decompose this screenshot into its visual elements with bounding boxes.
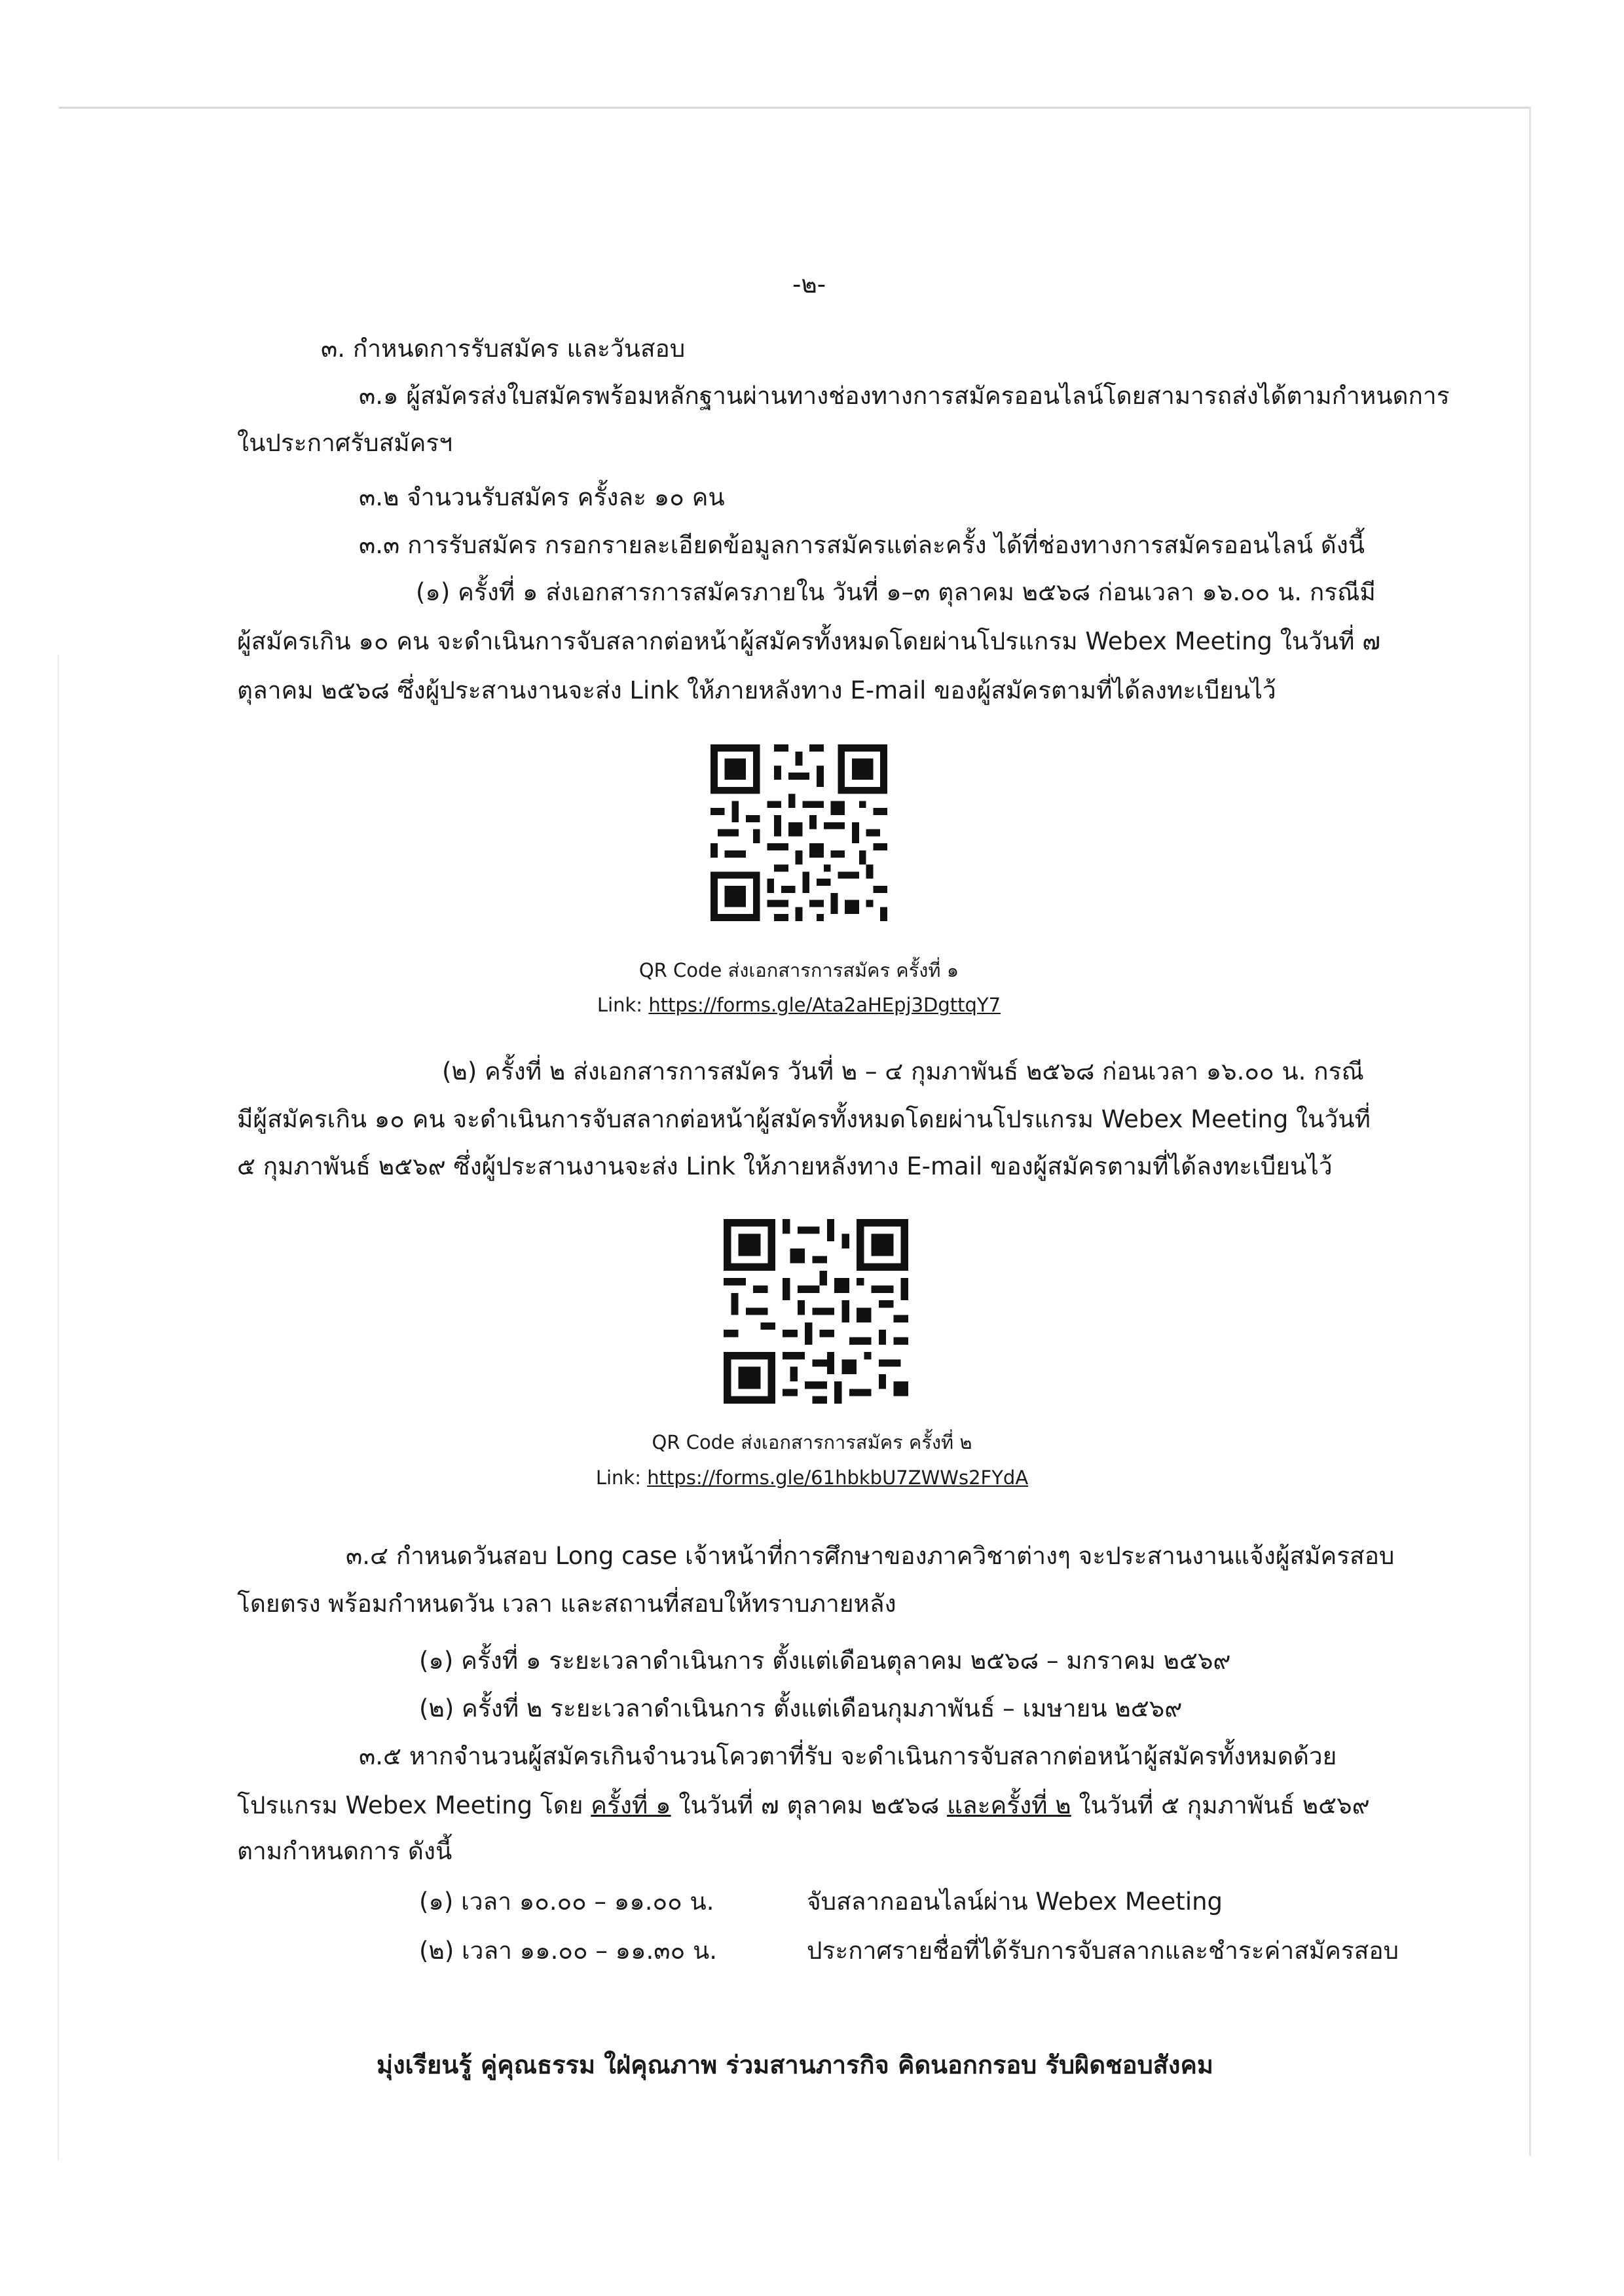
schedule-activity-2: ประกาศรายชื่อที่ได้รับการจับสลากและชำระค่าสมัครสอบ bbox=[807, 1937, 1399, 1965]
round-2-line-3: ๕ กุมภาพันธ์ ๒๕๖๙ ซึ่งผู้ประสานงานจะส่ง Link ให้ภายหลังทาง E-mail ของผู้สมัครตามที่ได้ลงทะเบียนไว้ bbox=[237, 1152, 1333, 1180]
qr-2-link-row bbox=[550, 1465, 1074, 1491]
qr-1-link-row bbox=[537, 992, 1061, 1018]
page-number: -๒- bbox=[792, 270, 826, 299]
schedule-activity-1: จับสลากออนไลน์ผ่าน Webex Meeting bbox=[807, 1887, 1223, 1916]
schedule-time-2: (๒) เวลา ๑๑.๐๐ – ๑๑.๓๐ น. bbox=[419, 1937, 718, 1965]
qr-code-icon bbox=[724, 1219, 908, 1404]
paragraph-3-4-line-1: ๓.๔ กำหนดวันสอบ Long case เจ้าหน้าที่การศึกษาของภาควิชาต่างๆ จะประสานงานแจ้งผู้สมัครสอบ bbox=[346, 1542, 1395, 1570]
scan-edge-right bbox=[1529, 107, 1531, 2156]
qr-2-link[interactable]: https://forms.gle/61hbkbU7ZWWs2FYdA bbox=[647, 1467, 1029, 1489]
university-motto: มุ่งเรียนรู้ คู่คุณธรรม ใฝ่คุณภาพ ร่วมสานภารกิจ คิดนอกกรอบ รับผิดชอบสังคม bbox=[377, 2050, 1213, 2079]
p35-text-b: ในวันที่ ๗ ตุลาคม ๒๕๖๘ bbox=[671, 1791, 948, 1819]
paragraph-3-4-line-2: โดยตรง พร้อมกำหนดวัน เวลา และสถานที่สอบให้ทราบภายหลัง bbox=[237, 1590, 896, 1618]
qr-2-caption: QR Code ส่งเอกสารการสมัคร ครั้งที่ ๒ bbox=[652, 1431, 972, 1453]
round-1-line-2: ผู้สมัครเกิน ๑๐ คน จะดำเนินการจับสลากต่อหน้าผู้สมัครทั้งหมดโดยผ่านโปรแกรม Webex Meeting ในวันที่ ๗ bbox=[237, 627, 1381, 655]
qr-code-round-2[interactable] bbox=[724, 1219, 908, 1404]
round-2-line-1: (๒) ครั้งที่ ๒ ส่งเอกสารการสมัคร วันที่ ๒ – ๔ กุมภาพันธ์ ๒๕๖๘ ก่อนเวลา ๑๖.๐๐ น. กรณี bbox=[442, 1057, 1364, 1085]
p35-text-a: โปรแกรม Webex Meeting โดย bbox=[237, 1791, 591, 1819]
paragraph-3-4-item-1: (๑) ครั้งที่ ๑ ระยะเวลาดำเนินการ ตั้งแต่เดือนตุลาคม ๒๕๖๘ – มกราคม ๒๕๖๙ bbox=[419, 1647, 1231, 1675]
paragraph-3-5-line-2 bbox=[237, 1789, 1370, 1822]
paragraph-3-3: ๓.๓ การรับสมัคร กรอกรายละเอียดข้อมูลการสมัครแต่ละครั้ง ได้ที่ช่องทางการสมัครออนไลน์ ดังนี้ bbox=[359, 531, 1365, 559]
qr-code-icon bbox=[710, 744, 887, 921]
section-heading: ๓. กำหนดการรับสมัคร และวันสอบ bbox=[321, 335, 686, 363]
scan-edge-left bbox=[58, 655, 59, 2160]
qr-1-link-label: Link: bbox=[597, 994, 643, 1016]
qr-1-caption: QR Code ส่งเอกสารการสมัคร ครั้งที่ ๑ bbox=[638, 959, 959, 981]
scan-edge-top bbox=[59, 107, 1529, 109]
qr-2-link-label: Link: bbox=[595, 1467, 641, 1489]
round-1-line-1: (๑) ครั้งที่ ๑ ส่งเอกสารการสมัครภายใน วันที่ ๑–๓ ตุลาคม ๒๕๖๘ ก่อนเวลา ๑๖.๐๐ น. กรณีมี bbox=[416, 578, 1376, 606]
p35-text-c: ในวันที่ ๕ กุมภาพันธ์ ๒๕๖๙ bbox=[1071, 1791, 1370, 1819]
qr-1-link[interactable]: https://forms.gle/Ata2aHEpj3DgttqY7 bbox=[648, 994, 1001, 1016]
qr-code-round-1[interactable] bbox=[710, 744, 887, 921]
paragraph-3-2: ๓.๒ จำนวนรับสมัคร ครั้งละ ๑๐ คน bbox=[359, 483, 725, 511]
paragraph-3-5-line-1: ๓.๕ หากจำนวนผู้สมัครเกินจำนวนโควตาที่รับ จะดำเนินการจับสลากต่อหน้าผู้สมัครทั้งหมดด้วย bbox=[359, 1742, 1337, 1770]
round-1-line-3: ตุลาคม ๒๕๖๘ ซึ่งผู้ประสานงานจะส่ง Link ให้ภายหลังทาง E-mail ของผู้สมัครตามที่ได้ลงทะเบียนไว้ bbox=[237, 676, 1276, 704]
paragraph-3-5-line-3: ตามกำหนดการ ดังนี้ bbox=[237, 1837, 452, 1865]
paragraph-3-1-line-2: ในประกาศรับสมัครฯ bbox=[237, 429, 452, 457]
p35-round-2-emphasis: และครั้งที่ ๒ bbox=[947, 1791, 1071, 1819]
p35-round-1-emphasis: ครั้งที่ ๑ bbox=[591, 1791, 671, 1819]
schedule-time-1: (๑) เวลา ๑๐.๐๐ – ๑๑.๐๐ น. bbox=[419, 1887, 714, 1916]
paragraph-3-4-item-2: (๒) ครั้งที่ ๒ ระยะเวลาดำเนินการ ตั้งแต่เดือนกุมภาพันธ์ – เมษายน ๒๕๖๙ bbox=[419, 1694, 1183, 1722]
paragraph-3-1-line-1: ๓.๑ ผู้สมัครส่งใบสมัครพร้อมหลักฐานผ่านทางช่องทางการสมัครออนไลน์โดยสามารถส่งได้ตามกำหนดการ bbox=[359, 382, 1450, 410]
round-2-line-2: มีผู้สมัครเกิน ๑๐ คน จะดำเนินการจับสลากต่อหน้าผู้สมัครทั้งหมดโดยผ่านโปรแกรม Webex Meeting ในวันที่ bbox=[237, 1105, 1371, 1133]
